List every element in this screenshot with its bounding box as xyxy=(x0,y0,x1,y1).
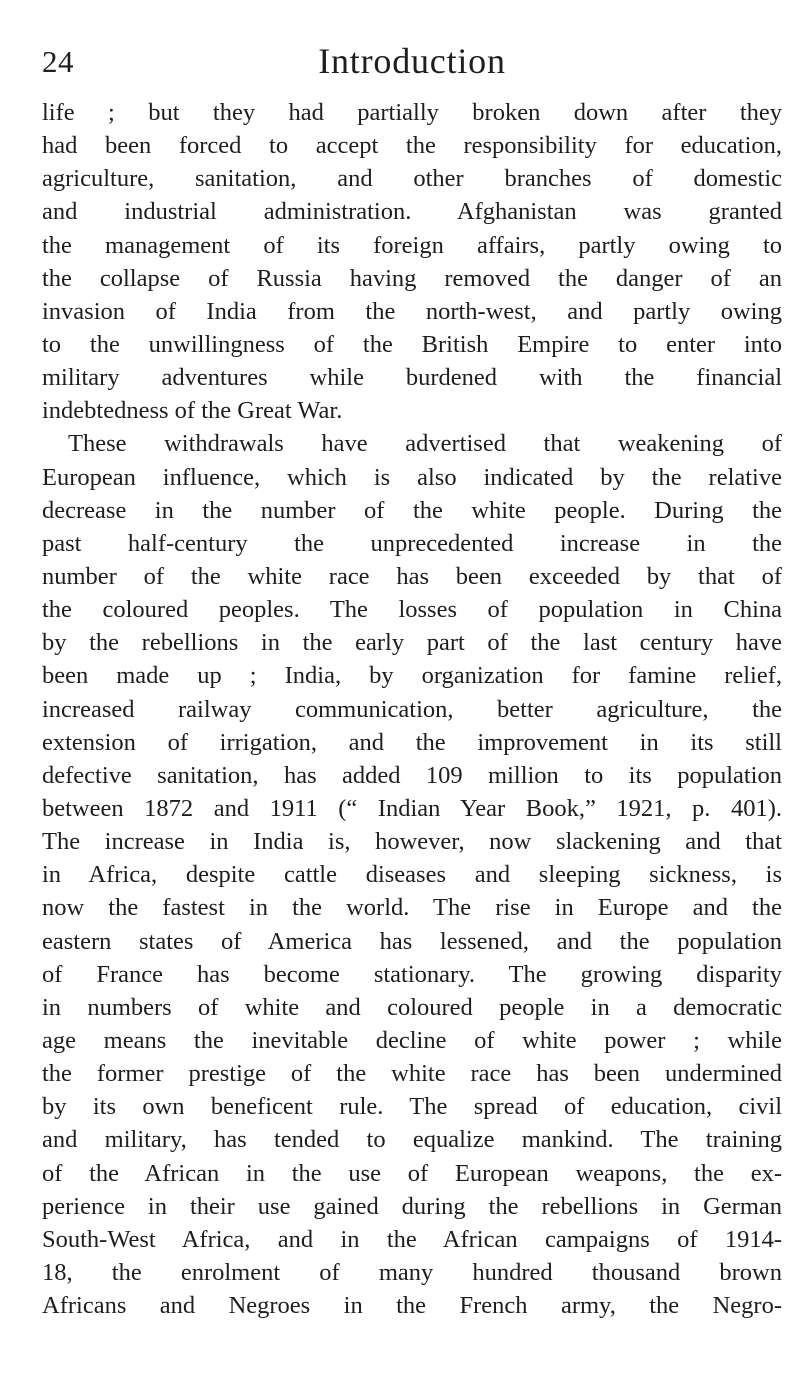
text-line: agriculture, sanitation, and other branches of domestic xyxy=(42,165,782,193)
text-line: life ; but they had partially broken down after they xyxy=(42,99,782,126)
text-line: South-West Africa, and in the African campaigns of 1914- xyxy=(42,1225,782,1253)
text-line: military adventures while burdened with the financial xyxy=(42,364,782,392)
text-line: Africans and Negroes in the French army, the Negro- xyxy=(42,1292,782,1320)
text-line: in numbers of white and coloured people in a democratic xyxy=(42,993,782,1021)
text-line: between 1872 and 1911 (“ Indian Year Book,” 1921, p. 401). xyxy=(42,794,782,822)
text-line: invasion of India from the north-west, and partly owing xyxy=(42,297,782,325)
text-line: European influence, which is also indicated by the relative xyxy=(42,463,782,491)
text-line: perience in their use gained during the rebellions in German xyxy=(42,1192,782,1220)
text-line: The increase in India is, however, now slackening and that xyxy=(42,828,782,856)
page-number: 24 xyxy=(42,44,74,79)
text-line: defective sanitation, has added 109 million to its population xyxy=(42,761,782,789)
text-line: increased railway communication, better agriculture, the xyxy=(42,695,782,723)
body-text xyxy=(42,96,782,1322)
text-line: indebtedness of the Great War. xyxy=(42,397,343,425)
text-line: the management of its foreign affairs, partly owing to xyxy=(42,231,782,259)
text-line: and military, has tended to equalize mankind. The training xyxy=(42,1126,782,1154)
text-line: of the African in the use of European weapons, the ex- xyxy=(42,1159,782,1187)
text-line: decrease in the number of the white people. During the xyxy=(42,496,782,524)
text-line: by its own beneficent rule. The spread of education, civil xyxy=(42,1093,782,1121)
text-line: the former prestige of the white race has been undermined xyxy=(42,1060,782,1088)
text-line: These withdrawals have advertised that weakening of xyxy=(68,430,782,458)
text-line: by the rebellions in the early part of the last century have xyxy=(42,629,782,657)
text-line: the coloured peoples. The losses of population in China xyxy=(42,596,782,624)
text-line: eastern states of America has lessened, and the population xyxy=(42,927,782,955)
running-title: Introduction xyxy=(318,41,506,81)
text-line: age means the inevitable decline of white power ; while xyxy=(42,1026,782,1054)
running-head xyxy=(42,40,782,90)
text-line: number of the white race has been exceeded by that of xyxy=(42,562,782,590)
text-line: extension of irrigation, and the improvement in its still xyxy=(42,728,782,756)
text-line: of France has become stationary. The growing disparity xyxy=(42,960,782,988)
text-line: now the fastest in the world. The rise in Europe and the xyxy=(42,894,782,922)
text-line: the collapse of Russia having removed the danger of an xyxy=(42,264,782,292)
text-line: and industrial administration. Afghanistan was granted xyxy=(42,198,782,226)
text-line: in Africa, despite cattle diseases and sleeping sickness, is xyxy=(42,861,782,889)
text-line: past half-century the unprecedented increase in the xyxy=(42,529,782,557)
text-line: to the unwillingness of the British Empire to enter into xyxy=(42,330,782,358)
text-line: had been forced to accept the responsibility for education, xyxy=(42,132,782,160)
text-line: been made up ; India, by organization for famine relief, xyxy=(42,662,782,690)
text-line: 18, the enrolment of many hundred thousand brown xyxy=(42,1258,782,1286)
